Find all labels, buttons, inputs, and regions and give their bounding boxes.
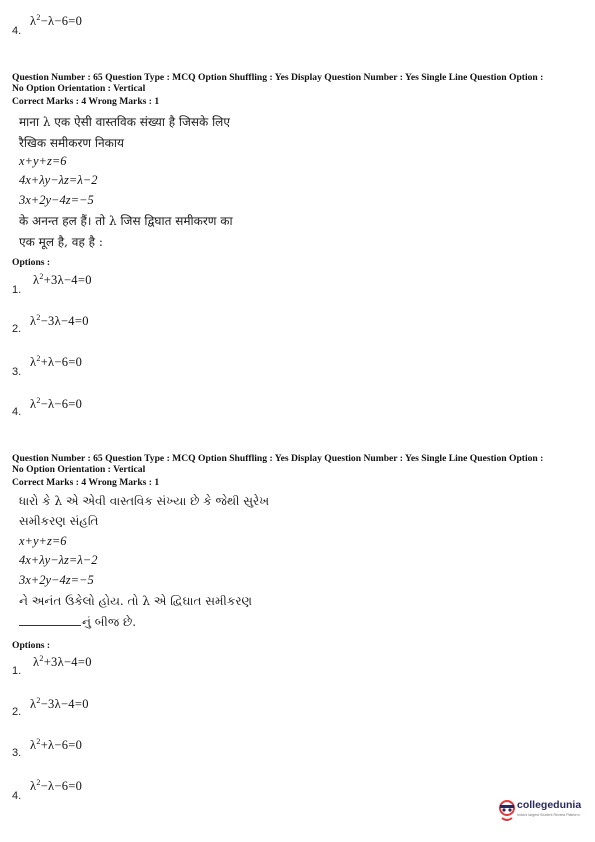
question-text-line: ને અનંત ઉકેલો હોય. તો λ એ દ્વિઘાત સમીકરણ: [19, 594, 252, 608]
option-equation: $\lambda^2+3\lambda-4=0$: [33, 654, 92, 669]
collegedunia-logo: [497, 798, 583, 824]
question-text-line: माना λ एक ऐसी वास्तविक संख्या है जिसके लिए: [19, 115, 230, 129]
question-text-line: रैखिक समीकरण निकाय: [19, 136, 124, 150]
logo-mascot-icon: [497, 798, 517, 824]
option-equation: $\lambda^2-3\lambda-4=0$: [30, 696, 89, 711]
question-text-line: સમીકરણ સંહતિ: [19, 514, 99, 528]
question-header-line2: No Option Orientation : Vertical: [12, 83, 146, 94]
option-equation: $\lambda^2-\lambda-6=0$: [30, 13, 83, 28]
marks-line: Correct Marks : 4 Wrong Marks : 1: [12, 96, 160, 107]
logo-tagline: India's largest Student Review Platform: [517, 813, 580, 817]
option-number: 4.: [12, 790, 22, 802]
option-equation: $\lambda^2+\lambda-6=0$: [30, 354, 83, 369]
equation-line: 4x+λy−λz=λ−2: [19, 553, 98, 567]
option-number: 3.: [12, 747, 22, 759]
answer-blank: [19, 624, 81, 626]
option-number: 1.: [12, 665, 22, 677]
question-text-line: નું બીજ છે.: [82, 615, 137, 629]
option-equation: $\lambda^2-3\lambda-4=0$: [30, 313, 89, 328]
option-equation: $\lambda^2+\lambda-6=0$: [30, 737, 83, 752]
answer-blank-line: [19, 615, 136, 630]
equation-line: 3x+2y−4z=−5: [19, 193, 94, 207]
question-text-line: ધારો કે λ એ એવી વાસ્તવિક સંખ્યા છે કે જેથી સુરેખ: [19, 494, 270, 508]
option-equation: $\lambda^2+3\lambda-4=0$: [33, 272, 92, 287]
logo-name: collegedunia: [517, 799, 582, 811]
option-number: 1.: [12, 284, 22, 296]
marks-line: Correct Marks : 4 Wrong Marks : 1: [12, 477, 160, 488]
equation-line: 3x+2y−4z=−5: [19, 573, 94, 587]
question-text-line: एक मूल है, वह है :: [19, 235, 103, 249]
option-number: 2.: [12, 706, 22, 718]
question-text-line: के अनन्त हल हैं। तो λ जिस द्विघात समीकरण का: [19, 214, 233, 228]
option-equation: $\lambda^2-\lambda-6=0$: [30, 778, 83, 793]
option-number: 2.: [12, 323, 22, 335]
question-header-line2: No Option Orientation : Vertical: [12, 464, 146, 475]
option-number: 4.: [12, 406, 22, 418]
question-header-line1: Question Number : 65 Question Type : MCQ Option Shuffling : Yes Display Question Number : Yes Single Line Question Option :: [12, 453, 544, 464]
equation-line: x+y+z=6: [19, 534, 67, 548]
options-label: Options :: [12, 257, 51, 268]
option-equation: $\lambda^2-\lambda-6=0$: [30, 396, 83, 411]
equation-line: x+y+z=6: [19, 154, 67, 168]
equation-line: 4x+λy−λz=λ−2: [19, 173, 98, 187]
option-number: 4.: [12, 25, 22, 37]
options-label: Options :: [12, 640, 51, 651]
question-header-line1: Question Number : 65 Question Type : MCQ Option Shuffling : Yes Display Question Number : Yes Single Line Question Option :: [12, 72, 544, 83]
option-number: 3.: [12, 366, 22, 378]
